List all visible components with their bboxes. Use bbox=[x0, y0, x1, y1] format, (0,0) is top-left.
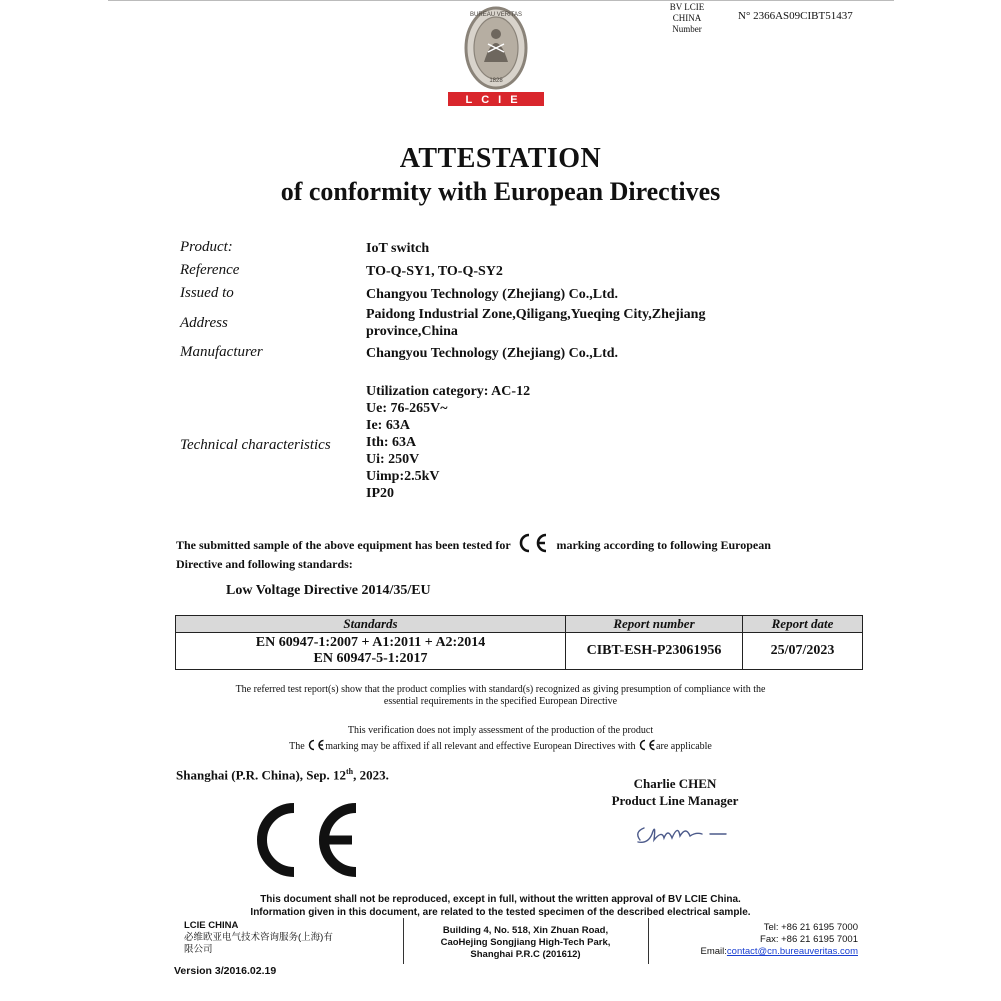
tech-item: Ui: 250V bbox=[366, 452, 420, 467]
ce-note-part2: marking may be affixed if all relevant and effective European Directives with bbox=[325, 741, 636, 752]
place-date-year: , 2023. bbox=[353, 767, 389, 783]
tech-item: Ith: 63A bbox=[366, 435, 417, 450]
ce-note-part3: are applicable bbox=[656, 741, 712, 752]
issued-to-value: Changyou Technology (Zhejiang) Co.,Ltd. bbox=[366, 287, 619, 302]
tech-item: Uimp:2.5kV bbox=[366, 469, 440, 484]
reference-label: Reference bbox=[180, 262, 240, 278]
footer-email-link[interactable]: contact@cn.bureauveritas.com bbox=[726, 946, 858, 957]
footer-company bbox=[184, 920, 333, 956]
footer-address bbox=[403, 925, 648, 961]
logo-lcie-text: LCIE bbox=[465, 94, 527, 106]
issued-to-label: Issued to bbox=[180, 285, 234, 301]
footer-address-line: CaoHejing Songjiang High-Tech Park, bbox=[440, 937, 611, 948]
footer-divider bbox=[648, 918, 649, 964]
standard-item: EN 60947-5-1:2017 bbox=[313, 651, 428, 666]
standard-item: EN 60947-1:2007 + A1:2011 + A2:2014 bbox=[255, 635, 486, 650]
product-value: IoT switch bbox=[366, 241, 430, 256]
bureau-veritas-logo bbox=[446, 4, 546, 108]
ce-affix-note bbox=[0, 739, 1001, 755]
standards-header: Standards bbox=[176, 616, 566, 633]
tech-item: Ue: 76-265V~ bbox=[366, 401, 448, 416]
compliance-note bbox=[0, 684, 1001, 708]
footer-email-label: Email: bbox=[700, 946, 727, 957]
manufacturer-value: Changyou Technology (Zhejiang) Co.,Ltd. bbox=[366, 346, 619, 361]
footer-email-row bbox=[655, 946, 858, 958]
page-title: ATTESTATION bbox=[399, 143, 602, 174]
ce-mark-small-icon bbox=[638, 739, 656, 755]
ce-mark-large-icon bbox=[248, 800, 363, 885]
page-subtitle: of conformity with European Directives bbox=[280, 177, 721, 206]
footer-company-cn2: 限公司 bbox=[184, 944, 213, 955]
footer-company-cn: 必维欧亚电气技术咨询服务(上海)有 bbox=[184, 932, 333, 943]
bv-number-label-line: Number bbox=[672, 24, 702, 34]
place-date-sup: th bbox=[346, 767, 354, 776]
disclaimer-line: This document shall not be reproduced, except in full, without the written approval of BV LCIE China. bbox=[260, 894, 741, 905]
table-header-row bbox=[176, 616, 863, 633]
place-date bbox=[176, 767, 389, 783]
statement-part1: The submitted sample of the above equipment has been tested for bbox=[176, 538, 511, 552]
footer-address-line: Shanghai P.R.C (201612) bbox=[470, 949, 581, 960]
statement-part2: marking according to following European bbox=[556, 538, 771, 552]
address-line: Paidong Industrial Zone,Qiligang,Yueqing City,Zhejiang bbox=[366, 307, 706, 322]
statement-part3: Directive and following standards: bbox=[176, 557, 353, 571]
test-statement bbox=[176, 533, 836, 572]
bv-number-label bbox=[657, 2, 717, 35]
ce-note-part1: The bbox=[289, 741, 305, 752]
address-label: Address bbox=[180, 315, 228, 331]
directive-name: Low Voltage Directive 2014/35/EU bbox=[226, 583, 431, 598]
signatory bbox=[600, 775, 750, 809]
address-line: province,China bbox=[366, 324, 458, 339]
standards-table bbox=[175, 615, 863, 670]
report-date-cell: 25/07/2023 bbox=[743, 633, 863, 670]
footer-address-line: Building 4, No. 518, Xin Zhuan Road, bbox=[442, 925, 609, 936]
compliance-line: The referred test report(s) show that the product complies with standard(s) recognized as giving presumption of compliance with the bbox=[235, 684, 766, 695]
tech-item: Ie: 63A bbox=[366, 418, 410, 433]
disclaimer bbox=[0, 893, 1001, 919]
report-number-header: Report number bbox=[566, 616, 743, 633]
verification-note: This verification does not imply assessment of the production of the product bbox=[347, 725, 654, 736]
top-rule bbox=[108, 0, 894, 1]
handwritten-signature bbox=[630, 812, 740, 857]
place-date-text: Shanghai (P.R. China), Sep. 12 bbox=[176, 767, 347, 783]
table-row bbox=[176, 633, 863, 670]
logo-top-text: BUREAU VERITAS bbox=[470, 12, 522, 18]
tech-item: Utilization category: AC-12 bbox=[366, 384, 531, 399]
product-label: Product: bbox=[180, 239, 233, 255]
compliance-line: essential requirements in the specified European Directive bbox=[383, 696, 618, 707]
ce-mark-inline-icon bbox=[517, 533, 549, 557]
bv-number-label-line: BV LCIE bbox=[669, 2, 705, 12]
signatory-name: Charlie CHEN bbox=[633, 776, 717, 791]
footer-tel: Tel: +86 21 6195 7000 bbox=[763, 922, 858, 933]
certificate-number: N° 2366AS09CIBT51437 bbox=[738, 10, 853, 22]
bv-number-label-line: CHINA bbox=[672, 13, 702, 23]
address-value bbox=[366, 306, 705, 340]
report-date-header: Report date bbox=[743, 616, 863, 633]
report-number-cell: CIBT-ESH-P23061956 bbox=[566, 633, 743, 670]
footer-fax: Fax: +86 21 6195 7001 bbox=[760, 934, 858, 945]
technical-label: Technical characteristics bbox=[180, 437, 331, 453]
reference-value: TO-Q-SY1, TO-Q-SY2 bbox=[366, 264, 503, 279]
footer-company-name: LCIE CHINA bbox=[184, 920, 239, 931]
logo-year: 1828 bbox=[489, 78, 503, 84]
ce-mark-small-icon bbox=[307, 739, 325, 755]
disclaimer-line: Information given in this document, are related to the tested specimen of the described electrical sample. bbox=[250, 907, 751, 918]
footer-contact bbox=[655, 922, 858, 958]
standards-cell bbox=[176, 633, 566, 670]
signatory-title: Product Line Manager bbox=[611, 793, 739, 808]
tech-item: IP20 bbox=[366, 486, 394, 501]
technical-values bbox=[366, 383, 530, 502]
manufacturer-label: Manufacturer bbox=[180, 344, 263, 360]
version-label: Version 3/2016.02.19 bbox=[174, 965, 277, 977]
